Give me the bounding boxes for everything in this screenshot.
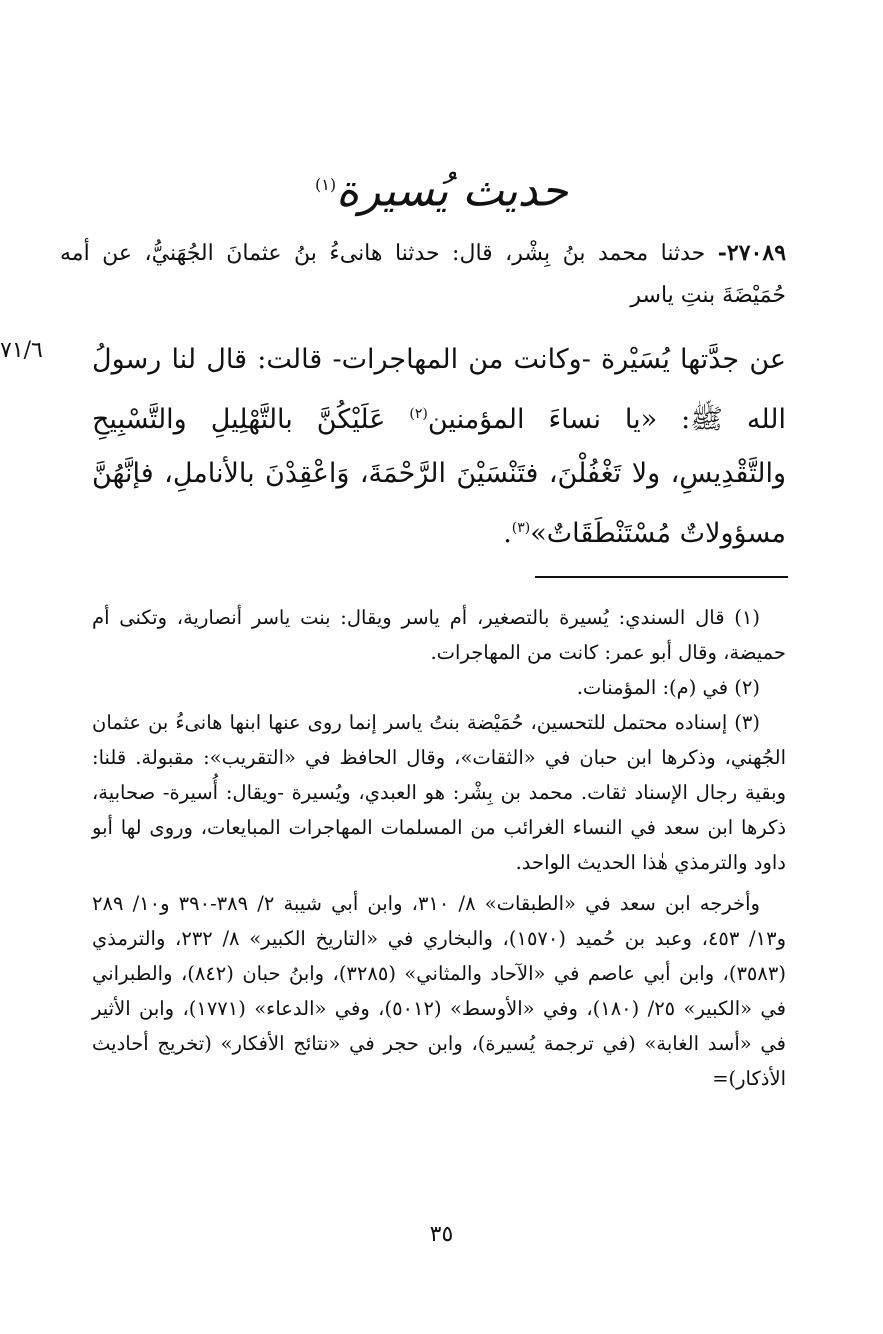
matn-part-2: عَلَيْكُنَّ بالتَّهْلِيلِ والتَّسْبِيحِ والتَّقْدِيسِ، ولا تَغْفُلْنَ، فتَنْسَيْنَ الرَّحْمَةَ، وَاعْقِدْنَ بالأناملِ، فإنَّهُنَّ مسؤولاتٌ مُسْتَنْطَقَاتٌ» <box>92 404 786 549</box>
chapter-title: حديث يُسيرة <box>336 165 568 217</box>
footnotes <box>92 600 786 1096</box>
matn-part-1: عن جدَّتها يُسَيْرة -وكانت من المهاجرات- قالت: قال لنا رسولُ الله ﷺ: «يا نساءَ المؤمنين <box>92 344 786 435</box>
footnote-marker-2: (٢) <box>409 406 428 422</box>
hadith-matn <box>92 333 786 561</box>
hadith-number: ٢٧٠٨٩- <box>717 240 787 266</box>
page-number: ٣٥ <box>429 1222 454 1247</box>
footnote-3: (٣) إسناده محتمل للتحسين، حُمَيْضة بنتُ ياسر إنما روى عنها ابنها هانىءُ بن عثمان الجُهني، وذكرها ابن حبان في «الثقات»، وقال الحافظ في «التقريب»: مقبولة. قلنا: وبقية رجال الإسناد ثقات. محمد بن بِشْر: هو العبدي، ويُسيرة -ويقال: أُسيرة- صحابية، ذكرها ابن سعد في النساء الغرائب من المسلمات المهاجرات المبايعات، وروى لها أبو داود والترمذي هٰذا الحديث الواحد. <box>92 711 786 874</box>
footnote-1: (١) قال السندي: يُسيرة بالتصغير، أم ياسر ويقال: بنت ياسر أنصارية، وتكنى أم حميضة، وقال أبو عمر: كانت من المهاجرات. <box>92 606 786 664</box>
footnote-marker-1: (١) <box>315 175 337 194</box>
hadith-isnad <box>60 232 786 317</box>
footnote-separator <box>535 576 788 578</box>
footnote-2: (٢) في (م): المؤمنات. <box>576 676 760 699</box>
matn-end: . <box>503 518 512 549</box>
margin-reference: ٧١/٦ <box>0 338 43 363</box>
chapter-heading <box>0 150 883 227</box>
isnad-text: حدثنا محمد بنُ بِشْر، قال: حدثنا هانىءُ بنُ عثمانَ الجُهَنيُّ، عن أمه حُمَيْضَةَ بنتِ ياسر <box>60 241 786 308</box>
footnote-marker-3: (٣) <box>511 520 531 536</box>
footnote-3-takhrij: وأخرجه ابن سعد في «الطبقات» ٨/ ٣١٠، وابن أبي شيبة ٢/ ٣٨٩-٣٩٠ و١٠/ ٢٨٩ و١٣/ ٤٥٣، وعبد بن حُميد (١٥٧٠)، والبخاري في «التاريخ الكبير» ٨/ ٢٣٢، والترمذي (٣٥٨٣)، وابن أبي عاصم في «الآحاد والمثاني» (٣٢٨٥)، وابنُ حبان (٨٤٢)، والطبراني في «الكبير» ٢٥/ (١٨٠)، وفي «الأوسط» (٥٠١٢)، وفي «الدعاء» (١٧٧١)، وابن الأثير في «أسد الغابة» (في ترجمة يُسيرة)، وابن حجر في «نتائج الأفكار» (تخريج أحاديث الأذكار)= <box>92 892 786 1090</box>
